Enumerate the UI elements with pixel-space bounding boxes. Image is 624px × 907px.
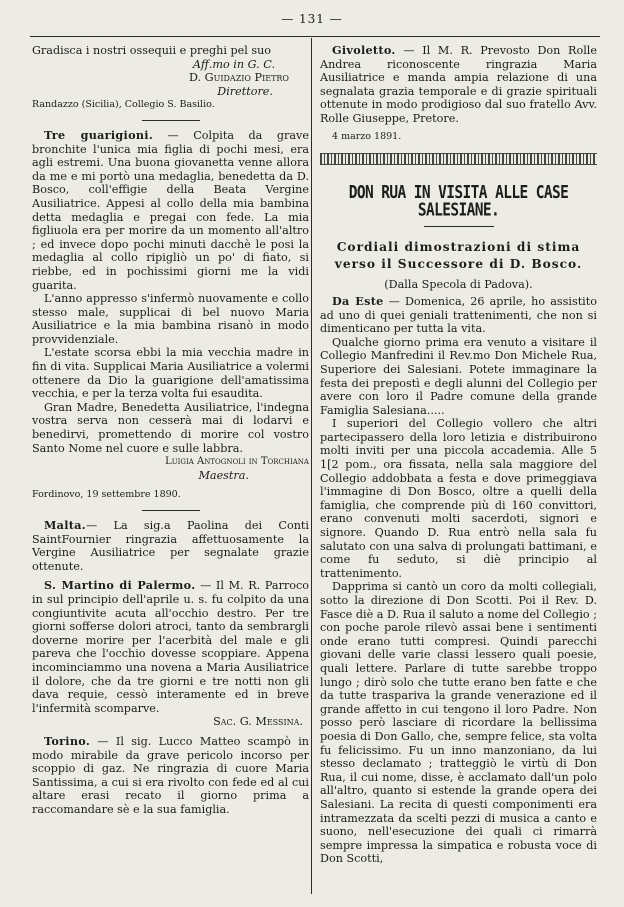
- intro-signature-name: D. Guidazio Pietro: [189, 71, 289, 85]
- section-heading: S. Martino di Palermo.: [44, 578, 196, 593]
- section-tre-guarigioni: Tre guarigioni. — Colpita da grave bronchite l'unica mia figlia di pochi mesi, era agli estremi. Una buona giovanetta venne allora da me e mi portò una medaglia, benedetta da D. Bosco, coll'effigie della Beata Vergine Ausiliatrice. Appesi al collo della mia bambina detta medaglia e pregai con fede. La mia figliuola era per morire da un momento all'altro ; ed invece dopo pochi minuti dacchè le posi la medaglia al collo ripigliò un po' di fiato, si riebbe, ed in pochissimi giorni me la vidi guarita.: [32, 127, 309, 292]
- article-subtitle-1: Cordiali dimostrazioni di stima: [336, 240, 581, 255]
- paragraph: Da Este — Domenica, 26 aprile, ho assistito ad uno di quei geniali trattenimenti, che non si dimenticano per tutta la vita.: [320, 293, 597, 336]
- paragraph: Qualche giorno prima era venuto a visitare il Collegio Manfredini il Rev.mo Don Michele Rua, Superiore dei Salesiani. Potete immaginare la festa dei prepostì e degli alunni del Collegio per avere con loro il Padre comune della grande Famiglia Salesiana.....: [320, 335, 597, 417]
- intro-signature-title: Direttore.: [217, 84, 273, 98]
- signature-title: Maestra.: [198, 468, 249, 482]
- date: 4 marzo 1891.: [332, 130, 402, 142]
- separator: [142, 510, 200, 511]
- separator: [142, 120, 200, 121]
- section-s-martino: S. Martino di Palermo. — Il M. R. Parroco in sul principio dell'aprile u. s. fu colpito da una congiuntivite acuta all'occhio destro. Per tre giorni sofferse dolori atroci, tanto da sembrargli doverne morire per l'acerbità del male e gli pareva che l'occhio dovesse scoppiare. Appena incominciammo una novena a Maria Ausiliatrice il dolore, che da tre giorni e tre notti non gli dava requie, cessò interamente ed in breve l'infermità scomparve.: [32, 578, 309, 715]
- article-source: (Dalla Specola di Padova).: [384, 278, 533, 292]
- paragraph: I superiori del Collegio vollero che altri partecipassero della loro letizia e distribuirono molti inviti per una piccola accademia. Alle 5 1[2 pom., ora fissata, nella sala maggiore del Collegio addobbata a festa e dove primeggiava l'immagine di Don Bosco, oltre a quelli della famiglia, che comprende più di 160 convittori, erano convenuti molti sacerdoti, signori e signore. Quando D. Rua entrò nella sala fu salutato con una salva di prolungati battimani, e come fu seduto, si diè principio al trattenimento.: [320, 417, 597, 580]
- ornamental-rule: [320, 153, 597, 165]
- signature-name: Luigia Antognoli in Torchiana: [165, 456, 309, 468]
- article-subtitle-2: verso il Successore di D. Bosco.: [334, 257, 583, 272]
- intro-place: Randazzo (Sicilia), Collegio S. Basilio.: [32, 99, 215, 111]
- place-date: Fordinovo, 19 settembre 1890.: [32, 489, 181, 501]
- intro-text: Gradisca i nostri ossequii e preghi pel suo: [32, 44, 272, 57]
- section-torino: Torino. — Il sig. Lucco Matteo scampò in modo mirabile da grave pericolo incorso per scoppio di gaz. Ne ringrazia di cuore Maria Santissima, a cui si era rivolto con fede ed al cui altare erasi recato il giorno prima a raccomandare sè e la sua famiglia.: [32, 733, 309, 816]
- column-divider: [311, 38, 312, 894]
- separator: [424, 226, 494, 227]
- paragraph: L'anno appresso s'infermò nuovamente e collo stesso male, supplicai di bel nuovo Maria Ausiliatrice e la mia bambina risanò in modo provvidenziale.: [32, 292, 309, 346]
- section-heading: Da Este: [332, 293, 384, 308]
- section-malta: Malta.— La sig.a Paolina dei Conti SaintFournier ringrazia affettuosamente la Vergine Ausiliatrice per segnalate grazie ottenute.: [32, 518, 309, 573]
- section-heading: Givoletto.: [332, 43, 396, 57]
- paragraph: Gran Madre, Benedetta Ausiliatrice, l'indegna vostra serva non cesserà mai di lodarvi e benedirvi, promettendo di morire col vostro Santo Nome nel cuore e sulle labbra.: [32, 400, 309, 455]
- right-column: [320, 44, 597, 866]
- section-heading: Malta.: [44, 518, 86, 532]
- section-heading: Tre guarigioni.: [44, 127, 154, 142]
- paragraph: Dapprima si cantò un coro da molti collegiali, sotto la direzione di Don Scotti. Poi il Rev. D. Fasce diè a D. Rua il saluto a nome del Collegio ; con poche parole rilevò assai bene i sentimenti onde erano tutti compresi. Quindi parecchi giovani delle varie classi lessero quali poesie, quali lettere. Parlare di tutte sarebbe troppo lungo ; dirò solo che tutte erano ben fatte e che da tutte traspariva la grande venerazione ed il grande affetto in cui tengono il loro Padre. Non posso però lasciare di ricordare la bellissima poesia di Don Gallo, che, sempre felice, sta volta fu felicissimo. Fu un inno manzoniano, da lui stesso declamato ; tratteggiò le virtù di Don Rua, il cui nome, disse, è acclamato dall'un polo all'altro, quanto si estende la grande opera dei Salesiani. La recita di questi componimenti era intramezzata da scelti pezzi di musica a canto e suono, nell'esecuzione dei quali ci rimarrà sempre impressa la simpatica e robusta voce di Don Scotti,: [320, 580, 597, 866]
- article-title: DON RUA IN VISITA ALLE CASE SALESIANE.: [348, 183, 569, 221]
- left-column: [32, 44, 309, 816]
- section-heading: Torino.: [44, 733, 91, 748]
- signature: Sac. G. Messina.: [213, 715, 303, 729]
- intro-signature-closing: Aff.mo in G. C.: [192, 57, 275, 71]
- section-givoletto: Givoletto. — Il M. R. Prevosto Don Rolle Andrea riconoscente ringrazia Maria Ausiliatrice e manda ampia relazione di una segnalata grazia temporale e di grazie spirituali ottenute in modo prodigioso dal suo fratello Avv. Rolle Giuseppe, Pretore.: [320, 43, 597, 125]
- paragraph: L'estate scorsa ebbi la mia vecchia madre in fin di vita. Supplicai Maria Ausiliatrice a volermi ottenere da Dio la guarigione dell'amatissima vecchia, e per la terza volta fui esaudita.: [32, 346, 309, 401]
- header-rule: [30, 36, 600, 37]
- page-number: — 131 —: [281, 12, 343, 26]
